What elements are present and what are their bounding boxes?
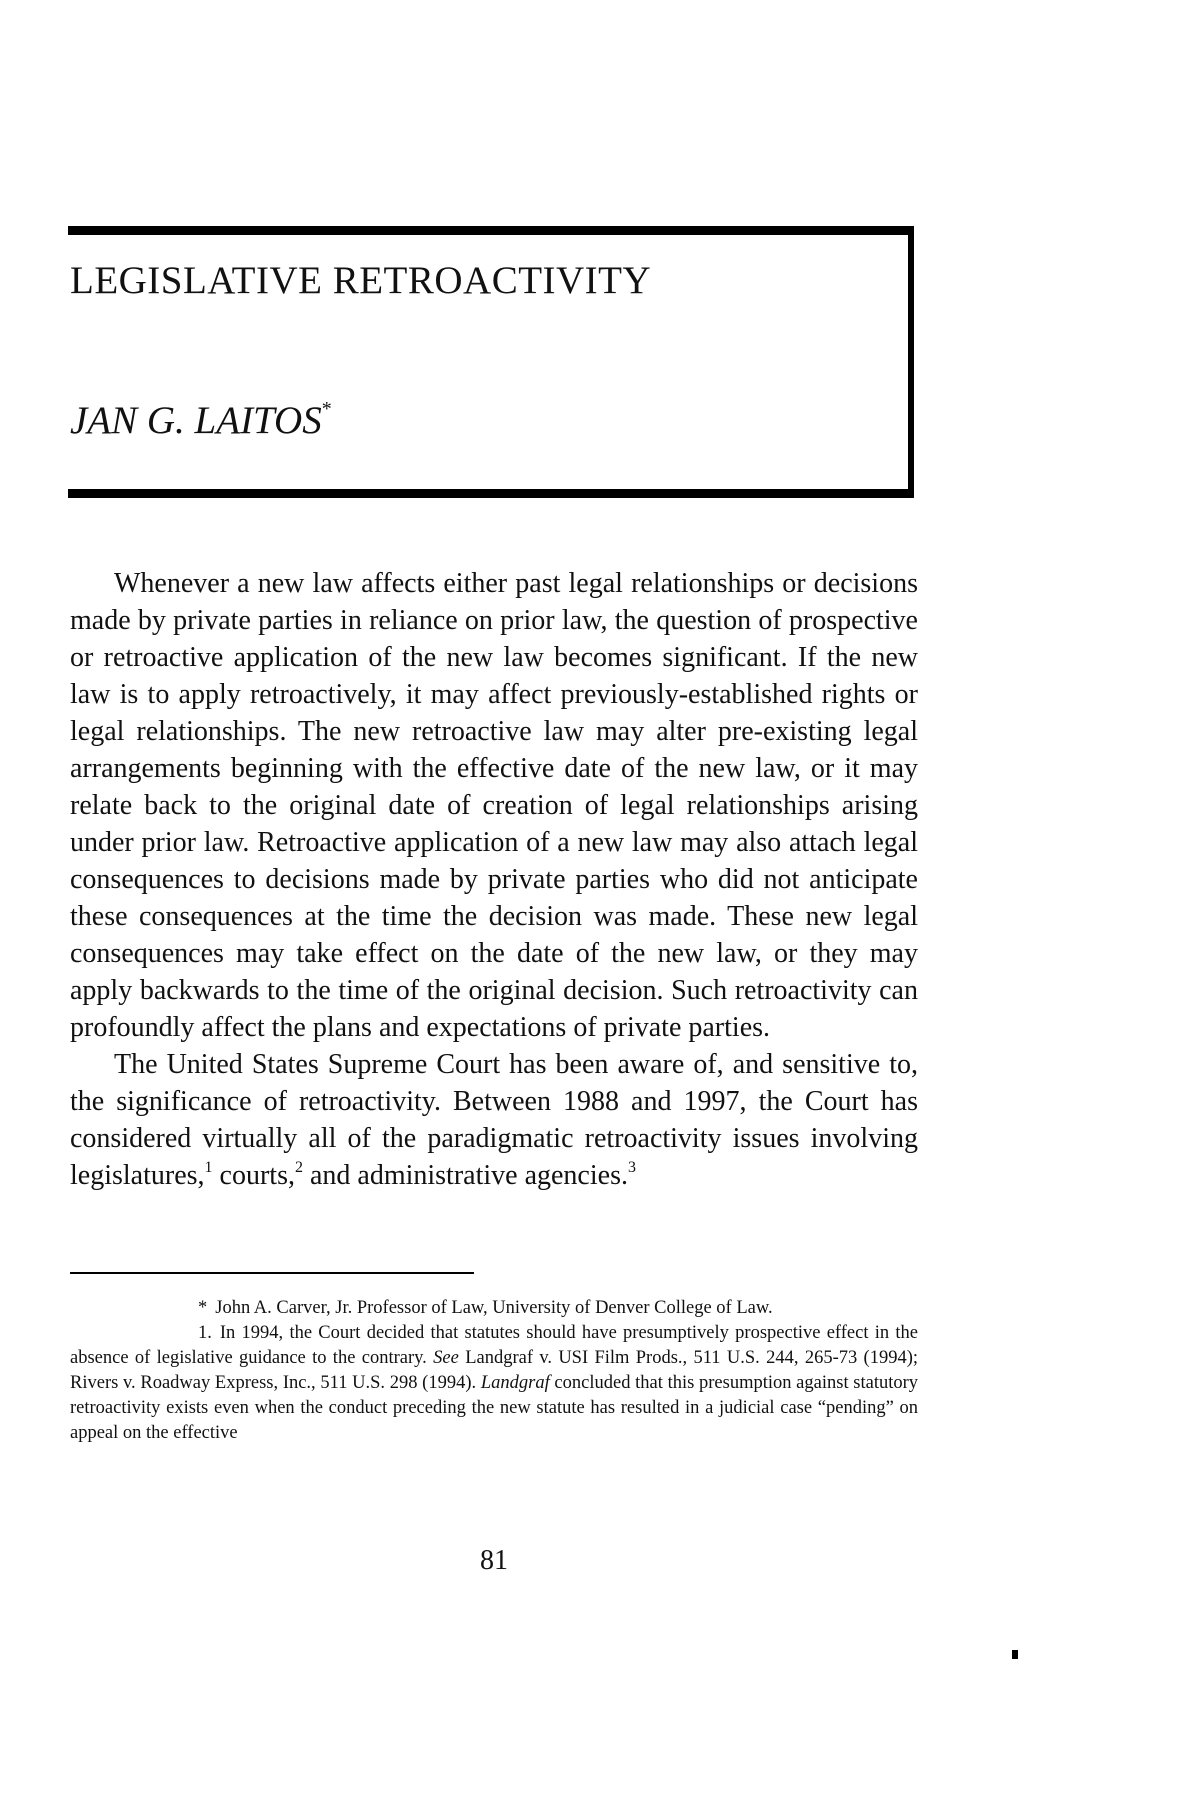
body-paragraph-2 xyxy=(70,1046,918,1194)
footnote-star-marker: * xyxy=(198,1298,208,1318)
footnote-1-text-b: Landgraf v. USI Film Prods., 511 U.S. 244, 265-73 (1994); Rivers v. Roadway Express, Inc., 511 U.S. 298 (1994). xyxy=(70,1348,919,1393)
paragraph-2-text: The United States Supreme Court has been aware of, and sensitive to, the significance of retroactivity. Between 1988 and 1997, the Court has considered virtually all of the paradigmatic retroactivity issues involving legislatures, xyxy=(70,1049,918,1191)
footnote-1-text-c: concluded that this presumption against statutory retroactivity exists even when the conduct preceding the new statute has resulted in a judicial case “pending” on appeal on the effective xyxy=(70,1373,919,1443)
author-footnote-marker: * xyxy=(321,398,332,420)
footnote-author xyxy=(70,1296,918,1321)
article-body xyxy=(70,565,918,1194)
footnote-ref-3: 3 xyxy=(627,1159,636,1176)
footnotes xyxy=(70,1296,918,1446)
footnote-1-landgraf: Landgraf xyxy=(480,1373,550,1393)
page-number: 81 xyxy=(480,1545,508,1576)
paragraph-2-courts: courts, xyxy=(212,1160,295,1191)
footnote-1 xyxy=(70,1321,918,1446)
footnote-ref-1: 1 xyxy=(204,1159,213,1176)
footnote-star-text: John A. Carver, Jr. Professor of Law, University of Denver College of Law. xyxy=(215,1298,773,1318)
footnote-ref-2: 2 xyxy=(294,1159,303,1176)
author-name xyxy=(70,398,332,443)
scan-artifact-mark xyxy=(1012,1650,1018,1659)
footnote-1-marker: 1. xyxy=(198,1323,212,1343)
footnote-1-see: See xyxy=(433,1348,459,1368)
article-title: LEGISLATIVE RETROACTIVITY xyxy=(70,259,652,302)
paragraph-2-agencies: and administrative agencies. xyxy=(302,1160,628,1191)
author-name-text: JAN G. LAITOS xyxy=(70,399,322,442)
body-paragraph-1: Whenever a new law affects either past legal relationships or decisions made by private parties in reliance on prior law, the question of prospective or retroactive application of the new law becomes significant. If the new law is to apply retroactively, it may affect previously-established rights or legal relationships. The new retroactive law may alter pre-existing legal arrangements beginning with the effective date of the new law, or it may relate back to the original date of creation of legal relationships arising under prior law. Retroactive application of a new law may also attach legal consequences to decisions made by private parties who did not anticipate these consequences at the time the decision was made. These new legal consequences may take effect on the date of the new law, or they may apply backwards to the time of the original decision. Such retroactivity can profoundly affect the plans and expectations of private parties. xyxy=(70,568,918,1043)
footnote-divider xyxy=(70,1272,474,1274)
footnote-1-text-a: In 1994, the Court decided that statutes should have presumptively prospective effect in the absence of legislative guidance to the contrary. xyxy=(70,1323,918,1368)
